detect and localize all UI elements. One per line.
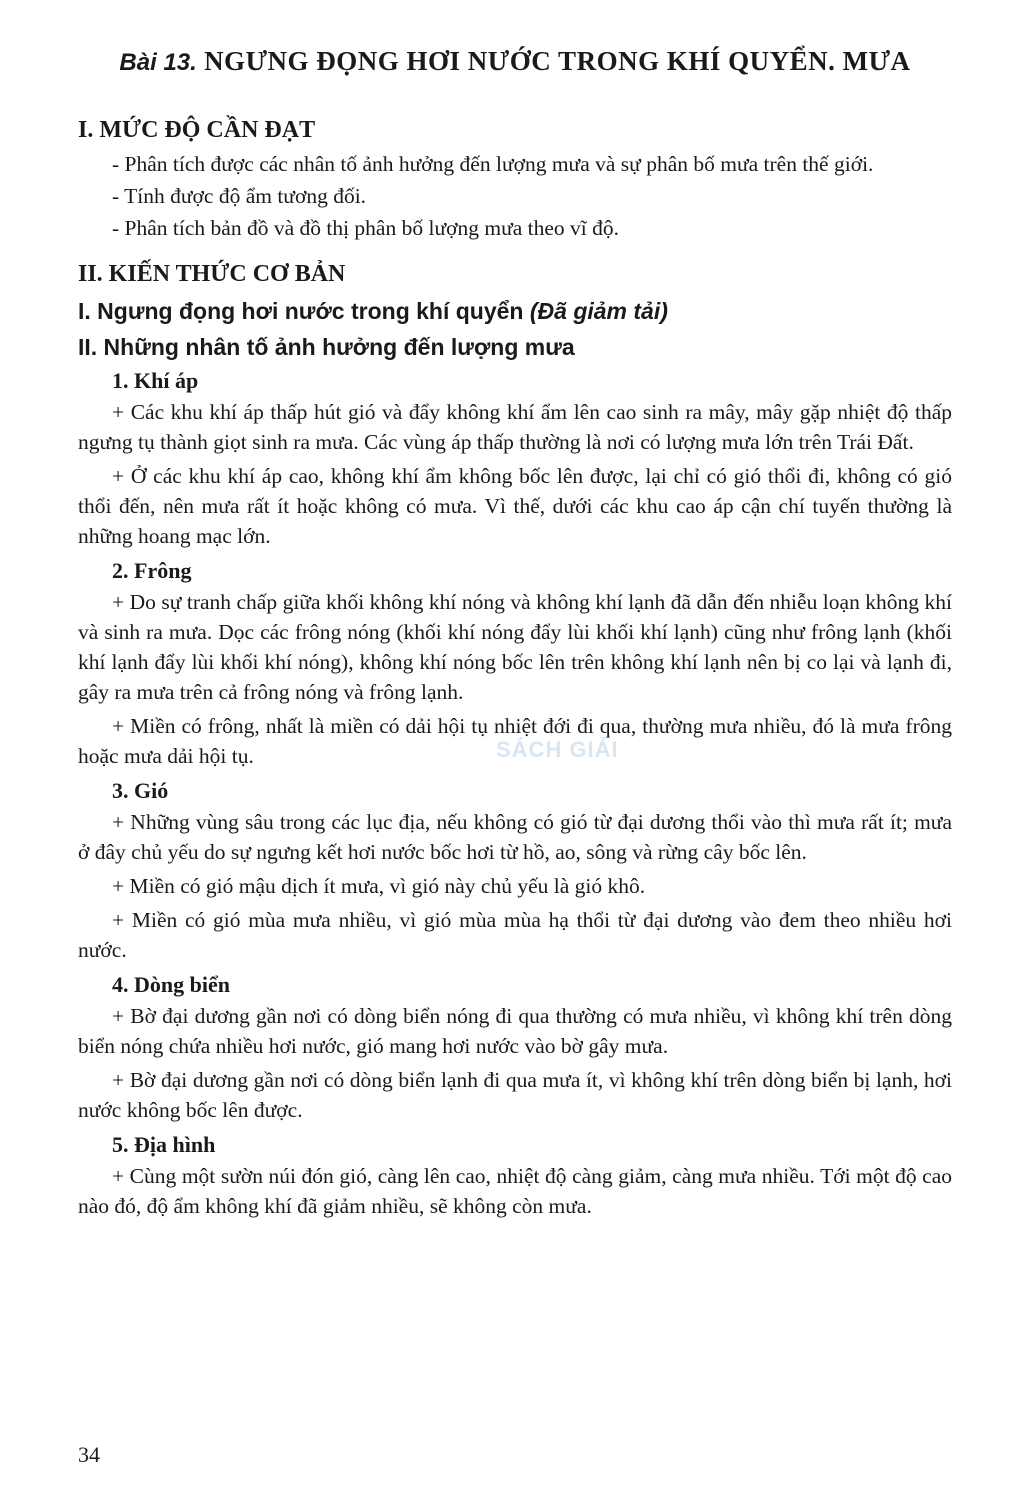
part-heading-text: I. Ngưng đọng hơi nước trong khí quyển — [78, 298, 524, 324]
section-heading-kien-thuc: II. KIẾN THỨC CƠ BẢN — [78, 261, 346, 287]
factor-heading-dia-hinh: 5. Địa hình — [112, 1132, 216, 1157]
part-heading-nhan-to: II. Những nhân tố ảnh hưởng đến lượng mưa — [78, 334, 575, 360]
factor-paragraph: + Những vùng sâu trong các lục địa, nếu không có gió từ đại dương thổi vào thì mưa rất ít; mưa ở đây chủ yếu do sự ngưng kết hơi nước bốc hơi từ hồ, ao, sông và rừng cây bốc lên. — [78, 810, 952, 864]
factor-heading-khi-ap: 1. Khí áp — [112, 368, 199, 393]
factor-heading-frong: 2. Frông — [112, 558, 192, 583]
objective-item: - Phân tích được các nhân tố ảnh hưởng đến lượng mưa và sự phân bố mưa trên thế giới. — [112, 152, 874, 176]
factor-paragraph: + Các khu khí áp thấp hút gió và đẩy không khí ẩm lên cao sinh ra mây, mây gặp nhiệt độ thấp ngưng tụ thành giọt sinh ra mưa. Các vùng áp thấp thường là nơi có lượng mưa lớn trên Trái Đất. — [78, 400, 952, 454]
objective-item: - Phân tích bản đồ và đồ thị phân bố lượng mưa theo vĩ độ. — [112, 216, 620, 240]
factor-paragraph: + Miền có frông, nhất là miền có dải hội tụ nhiệt đới đi qua, thường mưa nhiều, đó là mưa frông hoặc mưa dải hội tụ. — [78, 714, 952, 768]
factor-heading-dong-bien: 4. Dòng biển — [112, 972, 230, 997]
factor-heading-gio: 3. Gió — [112, 778, 169, 803]
lesson-title-text: NGƯNG ĐỌNG HƠI NƯỚC TRONG KHÍ QUYỂN. MƯA — [204, 46, 911, 76]
reduced-note: (Đã giảm tải) — [529, 298, 668, 324]
part-heading-ngung-dong — [78, 293, 952, 329]
factor-paragraph: + Cùng một sườn núi đón gió, càng lên cao, nhiệt độ càng giảm, càng mưa nhiều. Tới một độ cao nào đó, độ ẩm không khí đã giảm nhiều, sẽ không còn mưa. — [78, 1164, 952, 1218]
lesson-number: Bài 13. — [119, 49, 197, 76]
page-content — [78, 46, 952, 1225]
objective-item: - Tính được độ ẩm tương đối. — [112, 184, 367, 208]
factor-paragraph: + Miền có gió mùa mưa nhiều, vì gió mùa mùa hạ thổi từ đại dương vào đem theo nhiều hơi nước. — [78, 908, 952, 962]
factor-paragraph: + Ở các khu khí áp cao, không khí ẩm không bốc lên được, lại chỉ có gió thổi đi, không có gió thổi đến, nên mưa rất ít hoặc không có mưa. Vì thế, dưới các khu cao áp cận chí tuyến thường là những hoang mạc lớn. — [78, 464, 952, 548]
factor-paragraph: + Bờ đại dương gần nơi có dòng biển nóng đi qua thường có mưa nhiều, vì không khí trên dòng biển nóng chứa nhiều hơi nước, gió mang hơi nước vào bờ gây mưa. — [78, 1004, 952, 1058]
lesson-title — [78, 46, 952, 77]
page-number: 34 — [78, 1442, 100, 1467]
section-heading-muc-do: I. MỨC ĐỘ CẦN ĐẠT — [78, 117, 316, 143]
watermark: SÁCH GIẢI — [496, 737, 619, 762]
factor-paragraph: + Bờ đại dương gần nơi có dòng biển lạnh đi qua mưa ít, vì không khí trên dòng biển bị lạnh, hơi nước không bốc lên được. — [78, 1068, 952, 1122]
factor-paragraph: + Miền có gió mậu dịch ít mưa, vì gió này chủ yếu là gió khô. — [112, 874, 646, 898]
factor-paragraph: + Do sự tranh chấp giữa khối không khí nóng và không khí lạnh đã dẫn đến nhiễu loạn không khí và sinh ra mưa. Dọc các frông nóng (khối khí nóng đẩy lùi khối khí lạnh) cũng như frông lạnh (khối khí lạnh đẩy lùi khối khí nóng), không khí nóng bốc lên trên không khí lạnh nên bị co lại và lạnh đi, gây ra mưa trên cả frông nóng và frông lạnh. — [78, 590, 952, 704]
